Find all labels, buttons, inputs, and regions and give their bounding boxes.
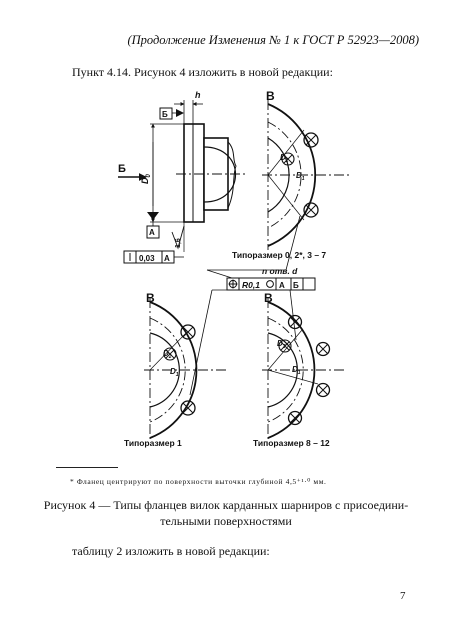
d1-label-bl: $D_1$ xyxy=(170,367,179,378)
d2-label-bl: $D_2$ xyxy=(163,349,172,360)
figure-4-drawing xyxy=(0,80,457,460)
b-datum-label: Б xyxy=(162,110,168,119)
view-b-bottom-left xyxy=(144,298,226,442)
page-number: 7 xyxy=(400,590,406,602)
figure-caption: Рисунок 4 — Типы фланцев вилок карданных шарниров с присоедини-тельными поверхностями xyxy=(43,498,409,528)
h-label: h xyxy=(195,90,201,100)
d1-label-top: $D_1$ xyxy=(296,171,305,182)
intro-paragraph: Пункт 4.14. Рисунок 4 изложить в новой редакции: xyxy=(72,65,333,79)
flatness-ref: А xyxy=(164,254,170,263)
view-b-bottom-right xyxy=(262,298,346,442)
frame-ref-a: А xyxy=(279,281,285,290)
a-datum-label: А xyxy=(149,228,155,237)
size-label-bottom-left: Типоразмер 1 xyxy=(124,438,182,448)
view-b-bottom-right-label: В xyxy=(264,291,273,305)
view-b-top xyxy=(262,100,350,250)
holes-label: n отв. d xyxy=(262,266,298,276)
roughness-label: 1,6 xyxy=(175,238,182,248)
footnote: * Фланец центрируют по поверхности выточки глубиной 4,5⁺¹·⁰ мм. xyxy=(70,477,327,486)
page-header: (Продолжение Изменения № 1 к ГОСТ Р 52923—2008) xyxy=(127,33,419,47)
d2-label-br: $D_2$ xyxy=(277,339,286,350)
side-view xyxy=(118,100,246,263)
frame-tolerance: R0,1 xyxy=(242,280,260,290)
d1-label-br: $D_1$ xyxy=(292,365,301,376)
footnote-rule xyxy=(56,467,118,468)
d0-label: $D_0$ xyxy=(140,174,152,184)
size-label-bottom-right: Типоразмер 8 – 12 xyxy=(253,438,330,448)
d2-label-top: $D_2$ xyxy=(280,153,289,164)
closing-paragraph: таблицу 2 изложить в новой редакции: xyxy=(72,544,270,558)
size-label-top: Типоразмер 0, 2*, 3 – 7 xyxy=(232,250,327,260)
view-b-bottom-left-label: В xyxy=(146,291,155,305)
frame-ref-b: Б xyxy=(293,281,299,290)
view-b-top-label: В xyxy=(266,89,275,103)
b-view-arrow-label: Б xyxy=(118,163,126,175)
flatness-value: 0,03 xyxy=(139,254,155,263)
